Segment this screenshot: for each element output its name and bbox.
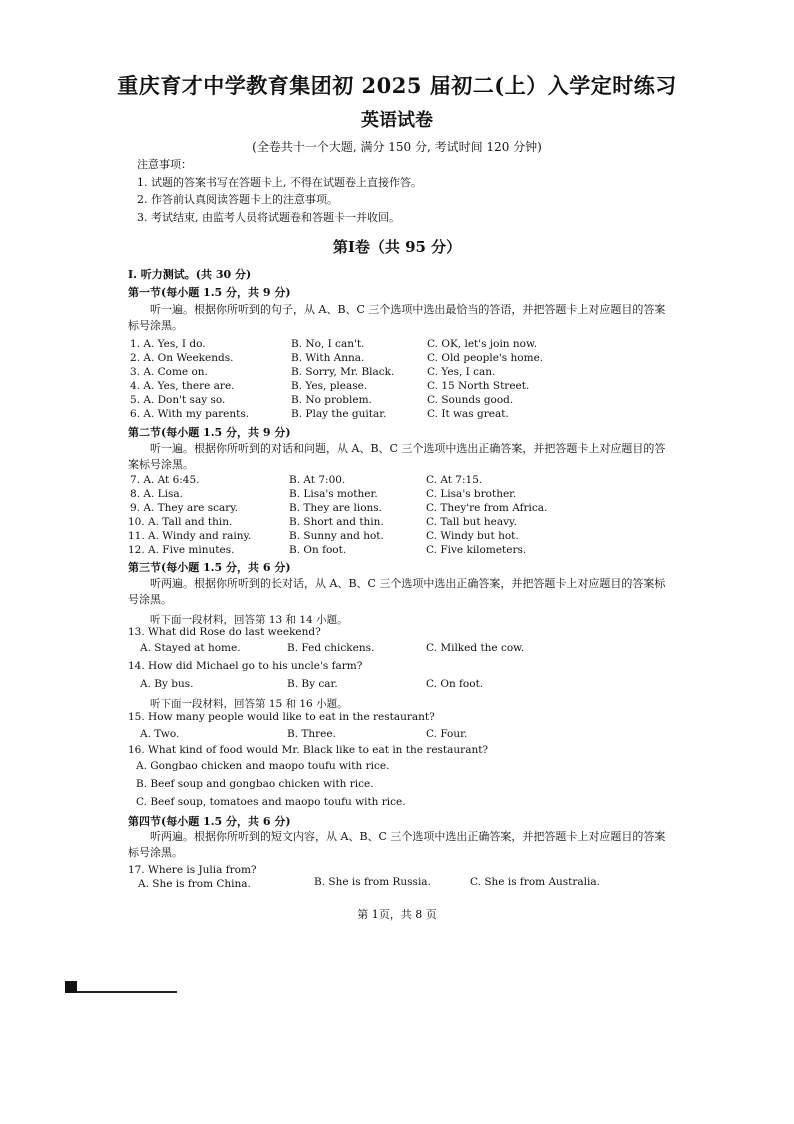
notes-block [137,158,422,228]
q4-b: B. Yes, please. [291,380,368,392]
q4-c: C. 15 North Street. [427,380,530,392]
q14-question: 14. How did Michael go to his uncle's farm? [128,660,363,672]
q17-b: B. She is from Russia. [314,876,431,888]
q13-a: A. Stayed at home. [140,642,241,654]
q2-b: B. With Anna. [291,352,365,364]
exam-subtitle: 英语试卷 [361,110,433,131]
q17-c: C. She is from Australia. [470,876,600,888]
q3-c: C. Yes, I can. [427,366,496,378]
q17-a: A. She is from China. [138,878,251,890]
q14-c: C. On foot. [426,678,484,690]
q10-b: B. Short and thin. [289,516,384,528]
notes-item: 2. 作答前认真阅读答题卡上的注意事项。 [137,193,338,206]
q6-a: 6. A. With my parents. [130,408,250,420]
q9-a: 9. A. They are scary. [130,502,239,514]
q10-c: C. Tall but heavy. [426,516,517,528]
q7-c: C. At 7:15. [426,474,483,486]
q11-a: 11. A. Windy and rainy. [128,530,252,542]
q2-a: 2. A. On Weekends. [130,352,234,364]
s3-instructions: 听两遍。根据你所听到的长对话，从 A、B、C 三个选项中选出正确答案，并把答题卡上对应题目的答案标号涂黑。 [128,577,666,606]
s3-lead-1: 听下面一段材料，回答第 13 和 14 小题。 [150,614,348,626]
q6-b: B. Play the guitar. [291,408,387,420]
q3-a: 3. A. Come on. [130,366,208,378]
exam-meta: (全卷共十一个大题, 满分 150 分, 考试时间 120 分钟) [252,140,542,154]
q2-c: C. Old people's home. [427,352,544,364]
q15-question: 15. How many people would like to eat in the restaurant? [128,711,435,723]
q1-b: B. No, I can't. [291,338,365,350]
notes-item: 3. 考试结束, 由监考人员将试题卷和答题卡一并收回。 [137,210,400,224]
q13-question: 13. What did Rose do last weekend? [128,626,321,638]
q16-question: 16. What kind of food would Mr. Black like to eat in the restaurant? [128,744,489,756]
s1-heading: 第一节(每小题 1.5 分，共 9 分) [128,286,291,299]
q15-a: A. Two. [140,728,180,740]
q5-b: B. No problem. [291,394,372,406]
q10-a: 10. A. Tall and thin. [128,516,233,528]
q14-b: B. By car. [287,678,338,690]
q17-question: 17. Where is Julia from? [128,864,257,876]
q8-c: C. Lisa's brother. [426,488,517,500]
q16-a: A. Gongbao chicken and maopo toufu with rice. [136,760,390,772]
s2-heading: 第二节(每小题 1.5 分，共 9 分) [128,426,291,439]
notes-heading: 注意事项： [137,158,192,171]
part-heading: 第Ⅰ卷（共 95 分） [332,238,462,256]
q15-b: B. Three. [287,728,336,740]
q16-b: B. Beef soup and gongbao chicken with rice. [136,778,374,790]
q7-a: 7. A. At 6:45. [130,474,200,486]
page-footer: 第 1页，共 8 页 [357,908,437,921]
s1-instructions: 听一遍。根据你所听到的句子，从 A、B、C 三个选项中选出最恰当的答语，并把答题卡上对应题目的答案标号涂黑。 [128,303,666,332]
s2-instructions: 听一遍。根据你所听到的对话和问题，从 A、B、C 三个选项中选出正确答案，并把答题卡上对应题目的答案标号涂黑。 [128,442,666,471]
q8-b: B. Lisa's mother. [289,488,378,500]
q3-b: B. Sorry, Mr. Black. [291,366,395,378]
q16-c: C. Beef soup, tomatoes and maopo toufu with rice. [136,796,406,808]
q1-c: C. OK, let's join now. [427,338,538,350]
q11-b: B. Sunny and hot. [289,530,384,542]
q12-a: 12. A. Five minutes. [128,544,235,556]
q13-c: C. Milked the cow. [426,642,525,654]
q11-c: C. Windy but hot. [426,530,519,542]
q7-b: B. At 7:00. [289,474,346,486]
scan-mark [65,981,77,993]
s4-instructions: 听两遍。根据你所听到的短文内容，从 A、B、C 三个选项中选出正确答案，并把答题卡上对应题目的答案标号涂黑。 [128,830,666,859]
s3-heading: 第三节(每小题 1.5 分，共 6 分) [128,561,291,574]
q15-c: C. Four. [426,728,468,740]
q9-b: B. They are lions. [289,502,382,514]
q1-a: 1. A. Yes, I do. [130,338,206,350]
q14-a: A. By bus. [140,678,194,690]
q13-b: B. Fed chickens. [287,642,375,654]
q5-c: C. Sounds good. [427,394,514,406]
scan-line [77,991,177,993]
q12-b: B. On foot. [289,544,347,556]
q12-c: C. Five kilometers. [426,544,527,556]
s3-lead-2: 听下面一段材料，回答第 15 和 16 小题。 [150,698,348,710]
exam-title: 重庆育才中学教育集团初 2025 届初二(上）入学定时练习 [117,73,677,98]
q8-a: 8. A. Lisa. [130,488,183,500]
q9-c: C. They're from Africa. [426,502,548,514]
notes-item: 1. 试题的答案书写在答题卡上, 不得在试题卷上直接作答。 [137,175,422,189]
q4-a: 4. A. Yes, there are. [130,380,235,392]
q5-a: 5. A. Don't say so. [130,394,226,406]
q6-c: C. It was great. [427,408,509,420]
section-heading: I. 听力测试。(共 30 分) [128,268,252,281]
s4-heading: 第四节(每小题 1.5 分，共 6 分) [128,815,291,828]
